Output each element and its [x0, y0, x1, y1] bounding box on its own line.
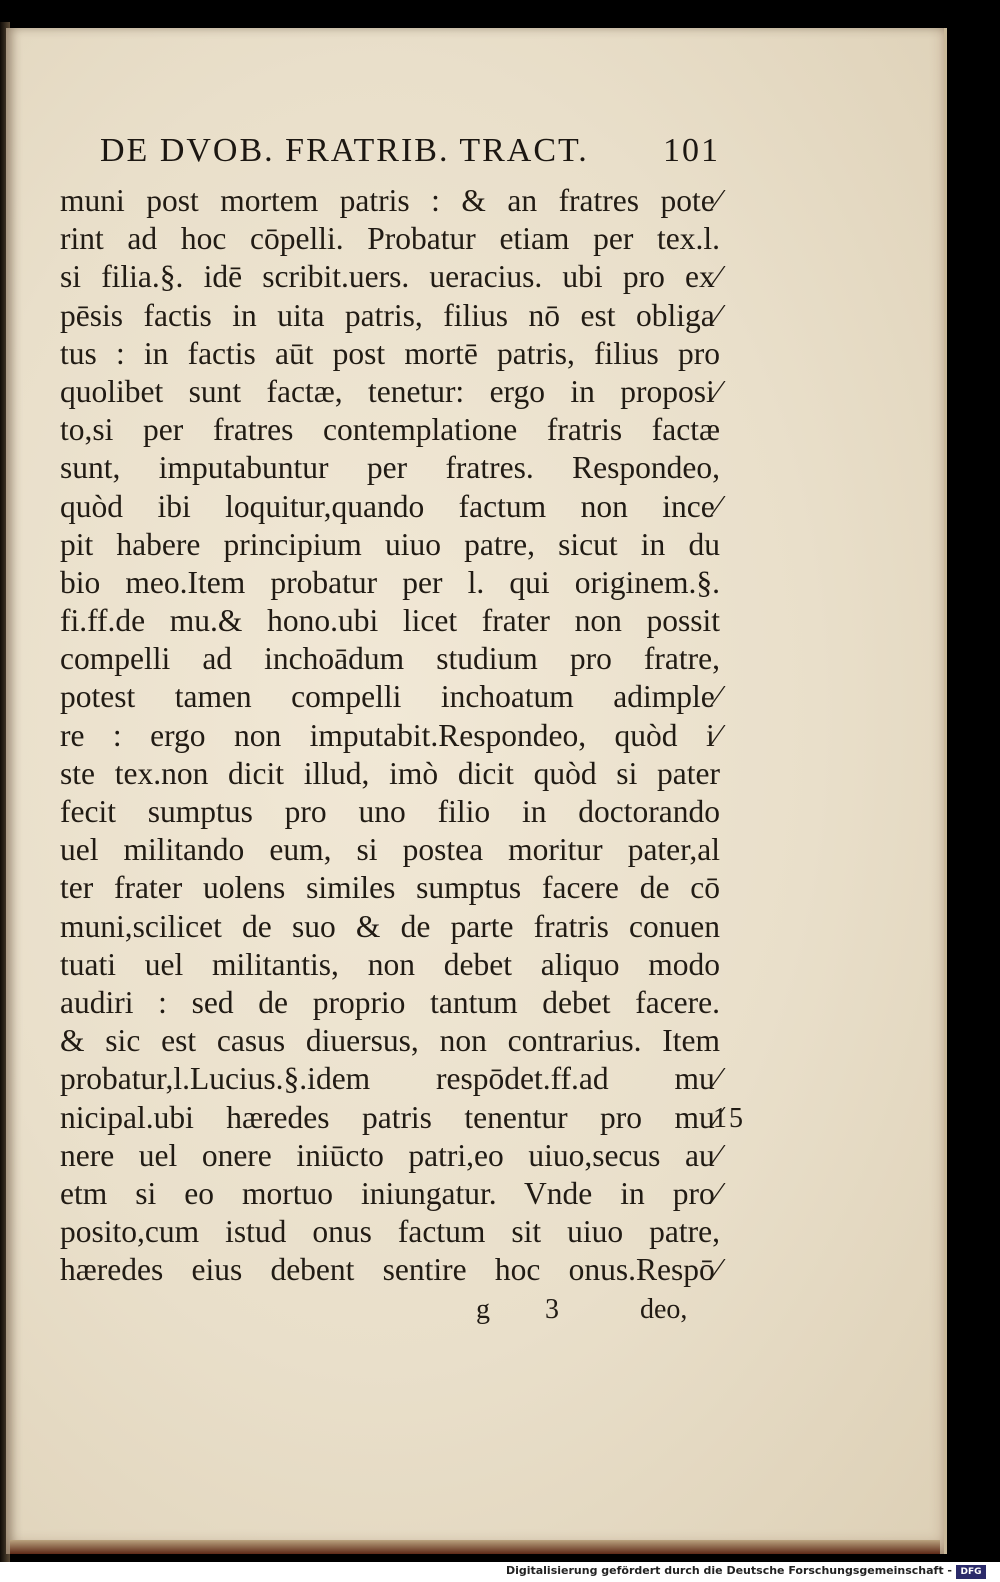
text-line: ter frater uolens similes sumptus facere de cō	[60, 870, 720, 906]
text-line: bio meo.Item probatur per l. qui originem.§.	[60, 564, 720, 600]
running-head-title: DE DVOB. FRATRIB. TRACT.	[100, 132, 589, 169]
text-line: etm si eo mortuo iniungatur. Vnde in pro⁄	[60, 1175, 720, 1211]
text-line: hæredes eius debent sentire hoc onus.Respō⁄	[60, 1252, 720, 1288]
text-line: tuati uel militantis, non debet aliquo modo	[60, 946, 720, 982]
text-line: rint ad hoc cōpelli. Probatur etiam per tex.l.	[60, 221, 720, 257]
text-line: audiri : sed de proprio tantum debet facere.	[60, 984, 720, 1020]
running-head	[100, 132, 720, 176]
footer-credit: Digitalisierung gefördert durch die Deutsche Forschungsgemeinschaft -	[505, 1564, 952, 1577]
text-line: ste tex.non dicit illud, imò dicit quòd si pater	[60, 755, 720, 791]
body-text	[60, 182, 720, 1289]
margin-note: 15	[713, 1103, 745, 1134]
text-line: probatur,l.Lucius.§.idem respōdet.ff.ad mu⁄	[60, 1061, 720, 1097]
catchword: deo,	[640, 1294, 688, 1325]
text-line: pēsis factis in uita patris, filius nō est obliga⁄	[60, 297, 720, 333]
text-line: tus : in factis aūt post mortē patris, filius pro	[60, 335, 720, 371]
text-line: & sic est casus diuersus, non contrarius. Item	[60, 1023, 720, 1059]
signature-mark: g 3	[476, 1294, 583, 1325]
text-line: pit habere principium uiuo patre, sicut in du	[60, 526, 720, 562]
page-number: 101	[663, 132, 720, 169]
text-line: quòd ibi loquitur,quando factum non ince⁄	[60, 488, 720, 524]
text-line: compelli ad inchoādum studium pro fratre,	[60, 641, 720, 677]
dfg-logo: DFG	[956, 1565, 986, 1579]
text-line: muni post mortem patris : & an fratres pote⁄	[60, 183, 720, 218]
text-line: nicipal.ubi hæredes patris tenentur pro mu⁄	[60, 1099, 720, 1135]
text-line: fecit sumptus pro uno filio in doctorando	[60, 794, 720, 829]
text-line: muni,scilicet de suo & de parte fratris conuen	[60, 908, 720, 944]
text-line: quolibet sunt factæ, tenetur: ergo in proposi⁄	[60, 373, 720, 409]
text-line: potest tamen compelli inchoatum adimple⁄	[60, 679, 720, 715]
text-line: posito,cum istud onus factum sit uiuo patre,	[60, 1214, 720, 1250]
page-bottom-edge	[10, 1540, 940, 1554]
text-line: sunt, imputabuntur per fratres. Respondeo,	[60, 450, 720, 486]
text-line: nere uel onere iniūcto patri,eo uiuo,secus au⁄	[60, 1137, 720, 1173]
text-line: re : ergo non imputabit.Respondeo, quòd i⁄	[60, 717, 720, 753]
text-line: to,si per fratres contemplatione fratris factæ	[60, 412, 720, 448]
text-line: uel militando eum, si postea moritur pater,al	[60, 832, 720, 868]
text-line: si filia.§. idē scribit.uers. ueracius. ubi pro ex⁄	[60, 259, 720, 295]
text-line: fi.ff.de mu.& hono.ubi licet frater non possit	[60, 603, 720, 639]
